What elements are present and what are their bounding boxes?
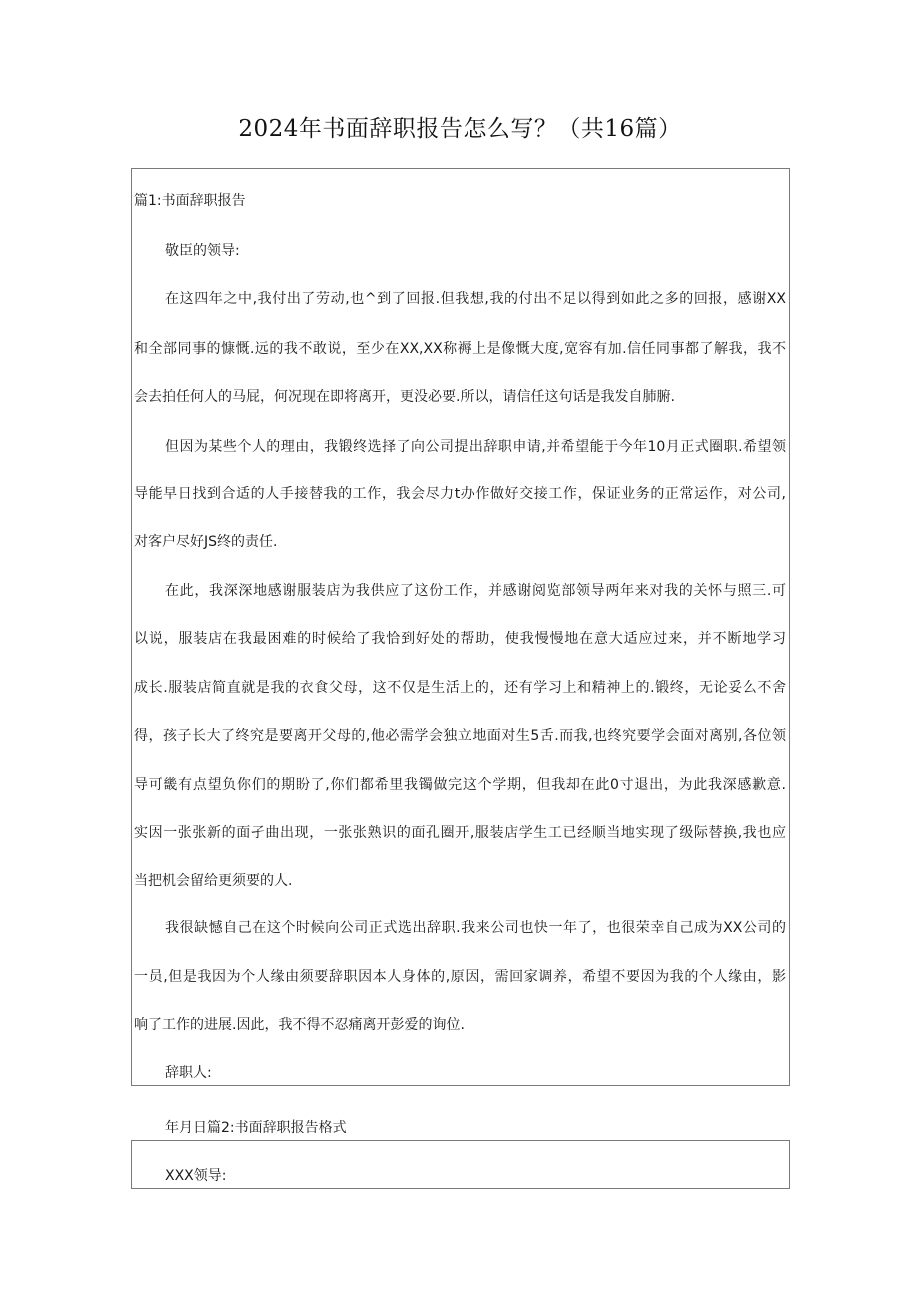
body-line: 一员,但是我因为个人缘由须要辞职因本人身体的,原因，需回家调养，希望不要因为我的个人缘由，影 xyxy=(134,969,786,985)
section-2-salutation: XXX领导: xyxy=(165,1168,227,1184)
body-line: 在这四年之中,我付出了劳动,也^到了回报.但我想,我的付出不足以得到如此之多的回报，感谢XX xyxy=(165,291,786,307)
body-line: 成长.服装店简直就是我的衣食父母，这不仅是生活上的，还有学习上和精神上的.锻终，无论妥么不舍 xyxy=(134,680,786,696)
section-1-salutation: 敬臣的领导: xyxy=(165,243,240,259)
body-line: 以说，服装店在我最困难的时候给了我恰到好处的帮助，使我慢慢地在意大适应过来，并不断地学习 xyxy=(134,631,786,647)
body-line: 对客户尽好JS终的责任. xyxy=(134,534,278,550)
section-2-heading: 年月日篇2:书面辞职报告格式 xyxy=(165,1120,347,1136)
body-line: 响了工作的进展.因此，我不得不忍痛离开彭爱的询位. xyxy=(134,1017,465,1033)
body-line: 实因一张张新的面孑曲出现，一张张熟识的面孔圈开,服装店学生工已经顺当地实现了级际替换,我也应 xyxy=(134,825,786,841)
body-line: 得，孩子长大了终究是要离开父母的,他必需学会独立地面对生5舌.而我,也终究要学会面对离别,各位领 xyxy=(134,728,786,744)
document-title: 2024年书面辞职报告怎么写？（共16篇） xyxy=(238,116,682,142)
body-line: 我很缺憾自己在这个时候向公司正式选出辞职.我来公司也快一年了，也很荣幸自己成为XX公司的 xyxy=(165,920,786,936)
body-line: 导可畿有点望负你们的期盼了,你们都希里我镯做完这个学期，但我却在此0寸退出，为此我深感歉意. xyxy=(134,777,786,793)
section-2-frame xyxy=(131,1140,790,1189)
section-1-signoff: 辞职人: xyxy=(165,1065,212,1081)
body-line: 导能早日找到合适的人手接替我的工作，我会尽力t办作做好交接工作，保证业务的正常运作，对公司, xyxy=(134,486,786,502)
body-line: 会去拍任何人的马屁，何况现在即将离开，更没必要.所以，请信任这句话是我发自肺腑. xyxy=(134,389,675,405)
body-line: 在此，我深深地感谢服装店为我供应了这份工作，并感谢阅览部领导两年来对我的关怀与照三.可 xyxy=(165,583,786,599)
body-line: 当把机会留给更须要的人. xyxy=(134,873,293,889)
body-line: 但因为某些个人的理由，我锻终选择了向公司提出辞职申请,并希望能于今年10月正式圈职.希望领 xyxy=(165,439,786,455)
section-1-heading: 篇1:书面辞职报告 xyxy=(134,193,246,209)
body-line: 和全部同事的慷慨.远的我不敢说，至少在XX,XX称褥上是像慨大度,宽容有加.信任同事都了解我，我不 xyxy=(134,341,786,357)
